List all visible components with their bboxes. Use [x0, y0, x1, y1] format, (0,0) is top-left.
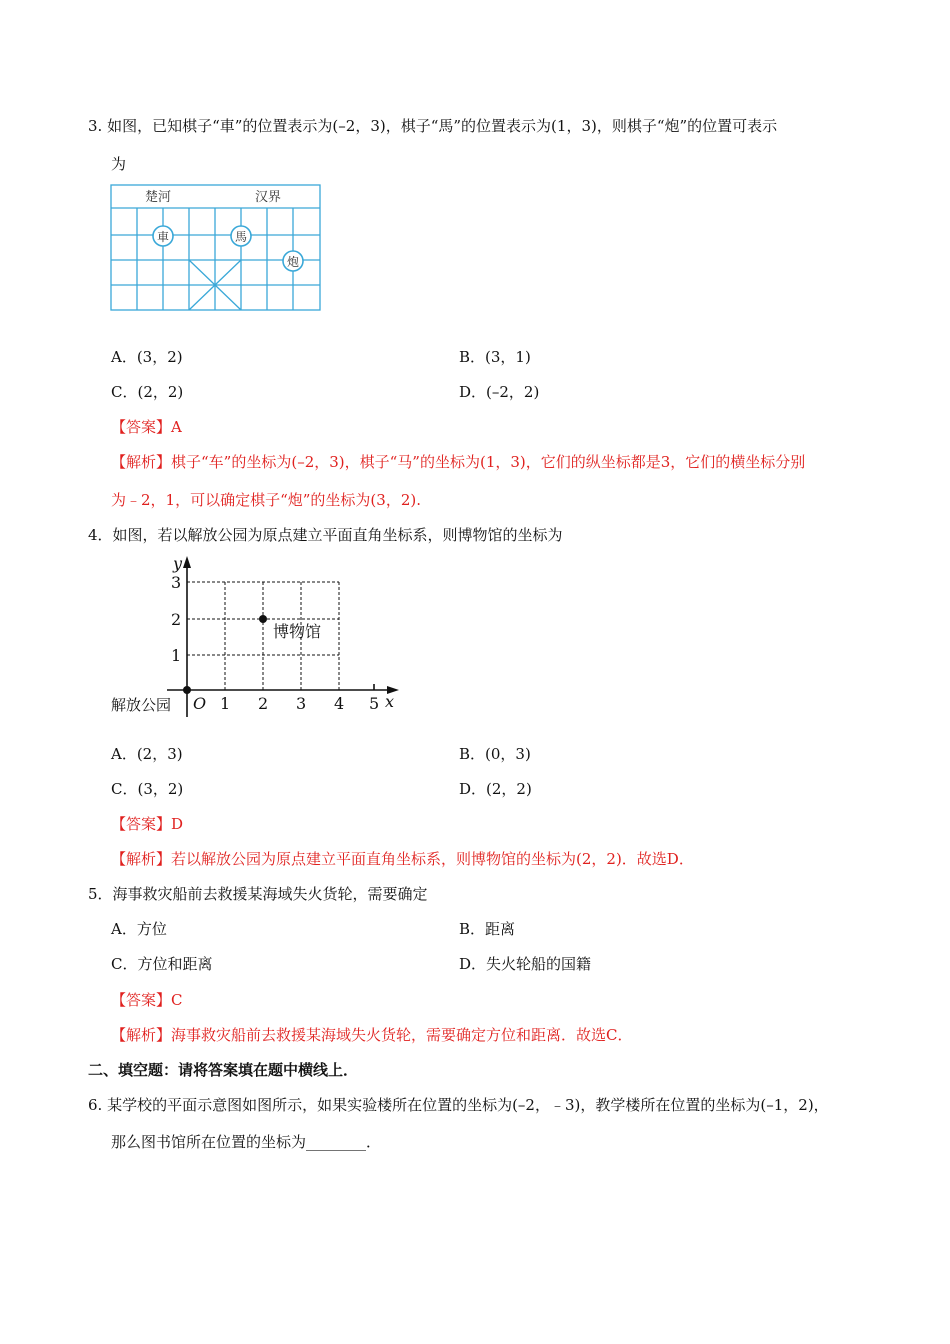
x-tick: 3	[296, 694, 307, 713]
q5-option-b: B．距离	[459, 920, 516, 938]
x-tick: 4	[334, 694, 345, 713]
q4-option-a: A．(2，3)	[111, 745, 183, 763]
q3-option-d: D．(–2，2)	[459, 383, 540, 401]
q3-option-a: A．(3，2)	[111, 348, 183, 366]
q3-analysis: 【解析】棋子“车”的坐标为(–2，3)，棋子“马”的坐标为(1，3)，它们的纵坐标都是3，它们的横坐标分别	[111, 453, 806, 471]
svg-text:馬: 馬	[234, 230, 248, 244]
river-right-label: 汉界	[254, 190, 282, 205]
q4-option-b: B．(0，3)	[459, 745, 531, 763]
piece-pao	[283, 251, 303, 271]
q5-answer: 【答案】C	[111, 991, 183, 1009]
y-axis-arrow-icon	[183, 556, 191, 568]
x-tick: 2	[258, 694, 269, 713]
y-tick: 2	[171, 610, 182, 629]
svg-text:車: 車	[156, 230, 170, 244]
y-tick: 3	[171, 573, 182, 592]
museum-label: 博物馆	[273, 622, 322, 641]
q5-analysis: 【解析】海事救灾船前去救援某海域失火货轮，需要确定方位和距离．故选C．	[111, 1026, 633, 1044]
y-axis-label: y	[173, 554, 183, 573]
coordinate-figure	[105, 552, 405, 720]
q5-stem: 5．海事救灾船前去救援某海域失火货轮，需要确定	[88, 885, 428, 903]
museum-point	[259, 615, 267, 623]
q4-analysis: 【解析】若以解放公园为原点建立平面直角坐标系，则博物馆的坐标为(2，2)．故选D．	[111, 850, 694, 868]
q6-stem-cont: 那么图书馆所在位置的坐标为________．	[111, 1133, 382, 1151]
river-left-label: 楚河	[144, 190, 172, 205]
q3-stem: 3. 如图，已知棋子“車”的位置表示为(–2，3)，棋子“馬”的位置表示为(1，3)，则棋子“炮”的位置可表示	[88, 117, 778, 135]
q6-stem: 6. 某学校的平面示意图如图所示，如果实验楼所在位置的坐标为(–2，﹣3)，教学楼所在位置的坐标为(–1，2)，	[88, 1096, 829, 1114]
piece-ma	[231, 226, 251, 246]
q5-option-d: D．失火轮船的国籍	[459, 955, 592, 973]
x-axis-label: x	[385, 692, 395, 711]
q3-option-b: B．(3，1)	[459, 348, 531, 366]
q5-option-a: A．方位	[111, 920, 167, 938]
y-tick: 1	[171, 646, 182, 665]
chessboard-figure	[110, 184, 322, 312]
x-tick: 1	[220, 694, 231, 713]
q4-option-c: C．(3，2)	[111, 780, 184, 798]
q4-stem: 4．如图，若以解放公园为原点建立平面直角坐标系，则博物馆的坐标为	[88, 526, 563, 544]
svg-text:炮: 炮	[286, 255, 300, 269]
origin-label: O	[193, 694, 207, 713]
q3-answer: 【答案】A	[111, 418, 182, 436]
q3-option-c: C．(2，2)	[111, 383, 184, 401]
q5-option-c: C．方位和距离	[111, 955, 213, 973]
section-heading: 二、填空题：请将答案填在题中横线上．	[88, 1061, 359, 1079]
origin-name: 解放公园	[111, 696, 172, 714]
q3-stem-cont: 为	[111, 155, 127, 173]
q3-analysis-cont: 为﹣2，1，可以确定棋子“炮”的坐标为(3，2).	[111, 491, 421, 509]
q4-answer: 【答案】D	[111, 815, 184, 833]
origin-point	[183, 686, 191, 694]
piece-che	[153, 226, 173, 246]
q4-option-d: D．(2，2)	[459, 780, 532, 798]
x-tick: 5	[369, 694, 380, 713]
